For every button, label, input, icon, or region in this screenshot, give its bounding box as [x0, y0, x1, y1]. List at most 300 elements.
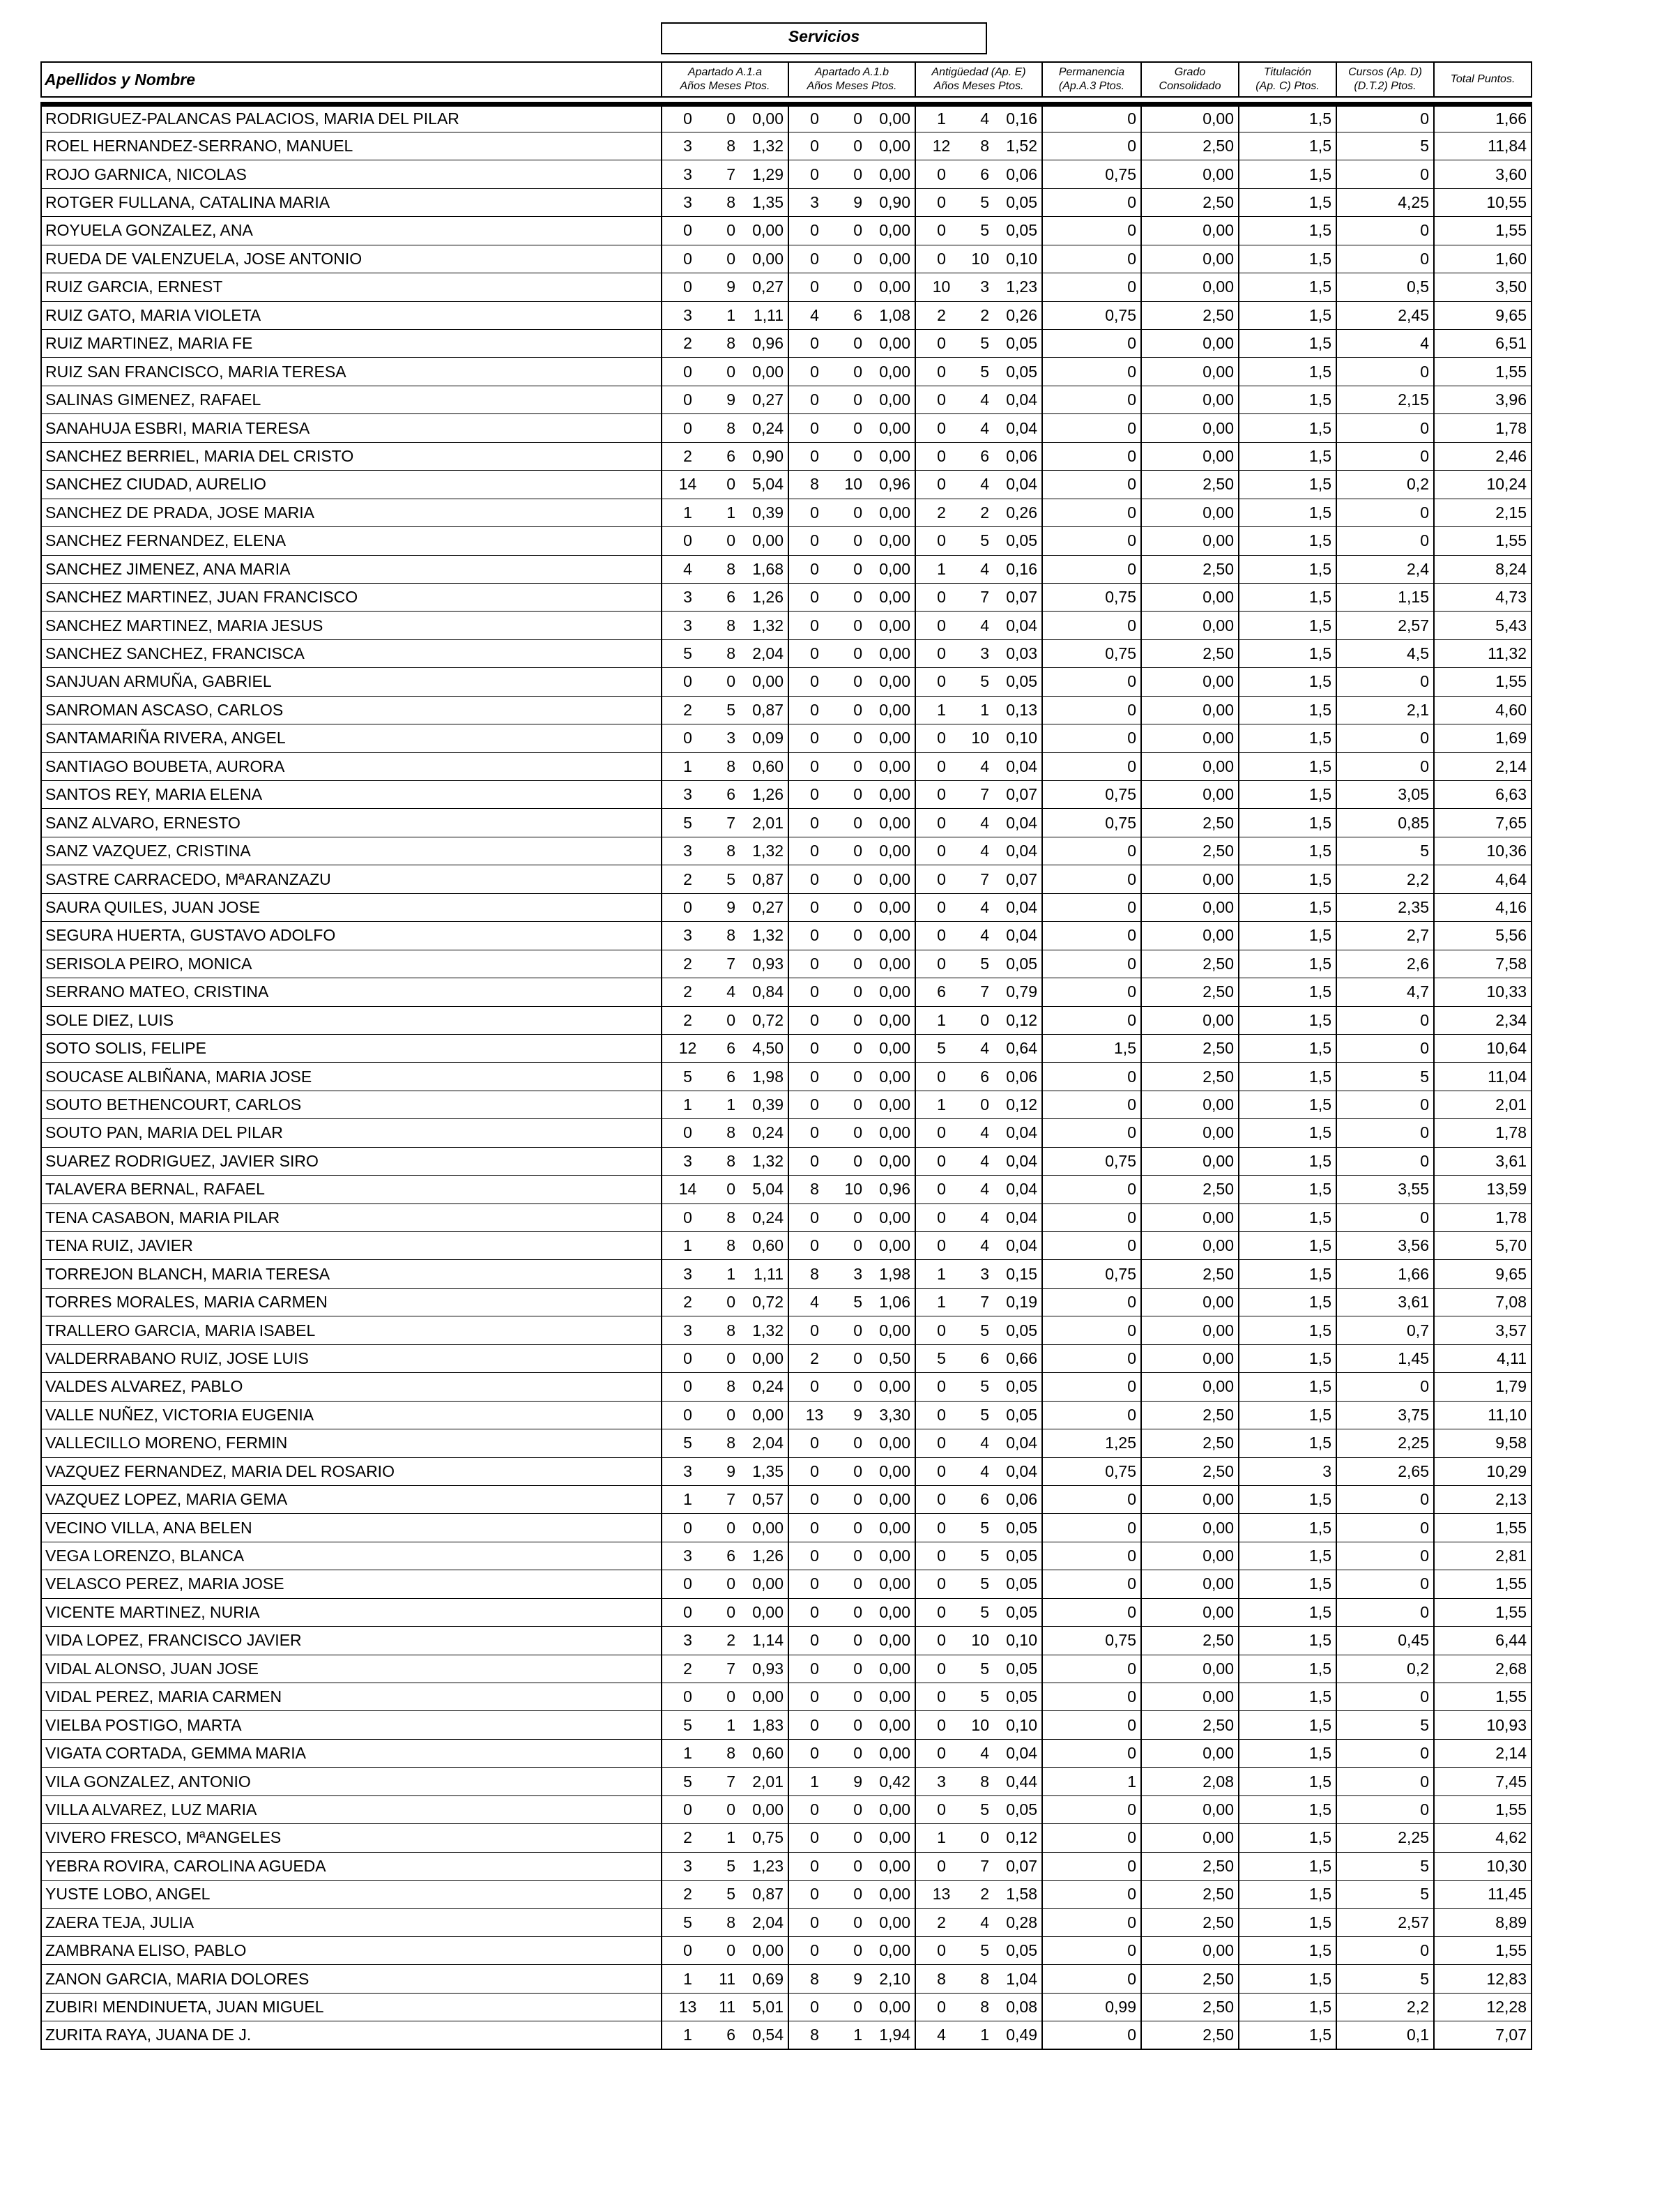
cell-antig-meses: 4 — [967, 922, 993, 950]
cell-a1a-ptos: 0,39 — [740, 1091, 788, 1118]
cell-antig-ptos: 0,05 — [993, 1373, 1042, 1401]
cell-antig-anos: 0 — [915, 752, 967, 780]
cell-a1b-ptos: 0,00 — [866, 1203, 915, 1231]
cell-total: 1,55 — [1434, 1514, 1532, 1542]
cell-grado: 0,00 — [1141, 1514, 1239, 1542]
cell-a1b-meses: 0 — [840, 527, 866, 555]
cell-a1a-anos: 0 — [662, 1514, 713, 1542]
cell-antig-ptos: 0,07 — [993, 865, 1042, 893]
cell-a1a-ptos: 0,00 — [740, 1344, 788, 1372]
cell-antig-meses: 4 — [967, 1232, 993, 1260]
cell-cursos: 0 — [1336, 245, 1434, 273]
column-header-titulacion — [1239, 62, 1336, 97]
cell-antig-anos: 0 — [915, 1429, 967, 1457]
cell-a1b-meses: 0 — [840, 555, 866, 583]
cell-name: SOLE DIEZ, LUIS — [41, 1006, 662, 1034]
cell-titulacion: 1,5 — [1239, 837, 1336, 865]
cell-a1a-anos: 1 — [662, 752, 713, 780]
cell-titulacion: 1,5 — [1239, 1852, 1336, 1880]
cell-a1b-ptos: 0,00 — [866, 1063, 915, 1091]
cell-antig-anos: 0 — [915, 386, 967, 413]
cell-antig-meses: 5 — [967, 950, 993, 978]
cell-antig-anos: 0 — [915, 583, 967, 611]
cell-antig-anos: 1 — [915, 1091, 967, 1118]
cell-a1b-anos: 0 — [788, 837, 840, 865]
cell-a1a-ptos: 0,60 — [740, 752, 788, 780]
cell-a1b-ptos: 0,00 — [866, 217, 915, 245]
cell-titulacion: 3 — [1239, 1457, 1336, 1485]
cell-a1b-meses: 0 — [840, 1542, 866, 1570]
cell-titulacion: 1,5 — [1239, 160, 1336, 188]
cell-cursos: 0 — [1336, 358, 1434, 386]
cell-cursos: 0 — [1336, 499, 1434, 526]
cell-a1a-meses: 0 — [713, 1401, 740, 1429]
table-row — [41, 1401, 1532, 1429]
cell-antig-ptos: 0,05 — [993, 1401, 1042, 1429]
cell-total: 2,68 — [1434, 1655, 1532, 1683]
cell-antig-ptos: 0,64 — [993, 1034, 1042, 1062]
cell-name: RODRIGUEZ-PALANCAS PALACIOS, MARIA DEL PILAR — [41, 104, 662, 132]
cell-a1a-anos: 3 — [662, 583, 713, 611]
cell-a1b-anos: 8 — [788, 1965, 840, 1993]
cell-a1a-meses: 7 — [713, 809, 740, 837]
cell-a1b-ptos: 0,00 — [866, 1655, 915, 1683]
cell-a1a-meses: 7 — [713, 1768, 740, 1795]
cell-name: VALLE NUÑEZ, VICTORIA EUGENIA — [41, 1401, 662, 1429]
cell-permanencia: 0 — [1042, 1908, 1141, 1936]
cell-cursos: 2,65 — [1336, 1457, 1434, 1485]
cell-cursos: 5 — [1336, 1063, 1434, 1091]
cell-a1b-ptos: 0,00 — [866, 922, 915, 950]
table-row — [41, 499, 1532, 526]
cell-titulacion: 1,5 — [1239, 1936, 1336, 1964]
cell-a1a-ptos: 0,00 — [740, 1514, 788, 1542]
cell-total: 3,57 — [1434, 1316, 1532, 1344]
cell-antig-ptos: 0,05 — [993, 668, 1042, 696]
cell-a1a-meses: 6 — [713, 442, 740, 470]
cell-total: 4,62 — [1434, 1824, 1532, 1852]
cell-total: 1,55 — [1434, 1795, 1532, 1823]
cell-permanencia: 0 — [1042, 950, 1141, 978]
cell-total: 1,55 — [1434, 358, 1532, 386]
cell-name: VIGATA CORTADA, GEMMA MARIA — [41, 1739, 662, 1767]
cell-antig-anos: 0 — [915, 781, 967, 809]
cell-antig-ptos: 0,26 — [993, 301, 1042, 329]
cell-titulacion: 1,5 — [1239, 555, 1336, 583]
cell-cursos: 0,7 — [1336, 1316, 1434, 1344]
cell-cursos: 0,45 — [1336, 1627, 1434, 1655]
cell-permanencia: 1,5 — [1042, 1034, 1141, 1062]
cell-cursos: 3,75 — [1336, 1401, 1434, 1429]
cell-titulacion: 1,5 — [1239, 893, 1336, 921]
cell-permanencia: 0 — [1042, 1598, 1141, 1626]
cell-antig-ptos: 0,04 — [993, 1457, 1042, 1485]
cell-cursos: 3,55 — [1336, 1176, 1434, 1203]
cell-grado: 0,00 — [1141, 442, 1239, 470]
table-row — [41, 668, 1532, 696]
cell-total: 11,84 — [1434, 132, 1532, 160]
column-header-sublabel: (Ap.A.3 Ptos. — [1058, 80, 1125, 92]
cell-a1a-ptos: 0,72 — [740, 1288, 788, 1316]
cell-antig-meses: 2 — [967, 1881, 993, 1908]
table-row — [41, 471, 1532, 499]
cell-antig-anos: 0 — [915, 1373, 967, 1401]
cell-antig-meses: 0 — [967, 1824, 993, 1852]
cell-antig-meses: 5 — [967, 1401, 993, 1429]
cell-titulacion: 1,5 — [1239, 1006, 1336, 1034]
cell-grado: 0,00 — [1141, 1373, 1239, 1401]
cell-antig-anos: 1 — [915, 1288, 967, 1316]
cell-total: 1,60 — [1434, 245, 1532, 273]
cell-total: 2,46 — [1434, 442, 1532, 470]
cell-a1b-anos: 2 — [788, 1344, 840, 1372]
cell-a1b-anos: 0 — [788, 1683, 840, 1711]
cell-cursos: 0 — [1336, 1119, 1434, 1147]
cell-permanencia: 0 — [1042, 499, 1141, 526]
cell-a1a-anos: 2 — [662, 1881, 713, 1908]
cell-permanencia: 0 — [1042, 1091, 1141, 1118]
cell-a1b-ptos: 0,90 — [866, 188, 915, 216]
cell-a1b-meses: 0 — [840, 1091, 866, 1118]
cell-antig-ptos: 0,16 — [993, 104, 1042, 132]
cell-antig-ptos: 0,10 — [993, 1627, 1042, 1655]
cell-cursos: 0 — [1336, 1006, 1434, 1034]
cell-a1b-anos: 0 — [788, 160, 840, 188]
cell-permanencia: 0 — [1042, 724, 1141, 752]
cell-a1a-anos: 12 — [662, 1034, 713, 1062]
cell-a1b-meses: 0 — [840, 1852, 866, 1880]
cell-antig-meses: 4 — [967, 555, 993, 583]
cell-grado: 0,00 — [1141, 160, 1239, 188]
cell-grado: 2,50 — [1141, 809, 1239, 837]
cell-antig-ptos: 0,04 — [993, 893, 1042, 921]
cell-a1a-anos: 0 — [662, 1570, 713, 1598]
cell-titulacion: 1,5 — [1239, 1655, 1336, 1683]
cell-titulacion: 1,5 — [1239, 865, 1336, 893]
cell-cursos: 5 — [1336, 1852, 1434, 1880]
cell-grado: 0,00 — [1141, 1598, 1239, 1626]
cell-total: 10,24 — [1434, 471, 1532, 499]
table-body — [41, 104, 1532, 2049]
cell-antig-meses: 10 — [967, 1627, 993, 1655]
cell-a1a-anos: 0 — [662, 1373, 713, 1401]
cell-antig-ptos: 0,05 — [993, 358, 1042, 386]
cell-grado: 2,50 — [1141, 1993, 1239, 2021]
table-row — [41, 1373, 1532, 1401]
cell-a1a-ptos: 0,00 — [740, 527, 788, 555]
cell-a1b-ptos: 0,00 — [866, 752, 915, 780]
cell-titulacion: 1,5 — [1239, 1316, 1336, 1344]
cell-name: VELASCO PEREZ, MARIA JOSE — [41, 1570, 662, 1598]
table-row — [41, 1881, 1532, 1908]
cell-titulacion: 1,5 — [1239, 950, 1336, 978]
cell-a1a-ptos: 0,00 — [740, 1795, 788, 1823]
cell-titulacion: 1,5 — [1239, 1683, 1336, 1711]
cell-name: SAURA QUILES, JUAN JOSE — [41, 893, 662, 921]
cell-titulacion: 1,5 — [1239, 1063, 1336, 1091]
cell-antig-ptos: 1,52 — [993, 132, 1042, 160]
cell-a1b-meses: 0 — [840, 1570, 866, 1598]
cell-antig-anos: 0 — [915, 1852, 967, 1880]
cell-a1a-ptos: 0,87 — [740, 1881, 788, 1908]
cell-a1b-ptos: 0,00 — [866, 442, 915, 470]
cell-a1a-ptos: 1,32 — [740, 612, 788, 639]
cell-a1a-anos: 3 — [662, 1147, 713, 1175]
cell-permanencia: 0 — [1042, 1232, 1141, 1260]
cell-a1b-anos: 0 — [788, 386, 840, 413]
cell-antig-ptos: 0,19 — [993, 1288, 1042, 1316]
cell-name: VAZQUEZ LOPEZ, MARIA GEMA — [41, 1485, 662, 1513]
cell-permanencia: 0 — [1042, 1824, 1141, 1852]
cell-permanencia: 0 — [1042, 132, 1141, 160]
cell-permanencia: 0 — [1042, 358, 1141, 386]
cell-permanencia: 0 — [1042, 893, 1141, 921]
cell-total: 10,93 — [1434, 1711, 1532, 1739]
cell-a1a-anos: 2 — [662, 950, 713, 978]
cell-a1a-ptos: 0,72 — [740, 1006, 788, 1034]
cell-cursos: 0 — [1336, 104, 1434, 132]
cell-a1b-anos: 0 — [788, 1627, 840, 1655]
cell-antig-ptos: 0,04 — [993, 922, 1042, 950]
cell-grado: 2,50 — [1141, 301, 1239, 329]
cell-a1a-anos: 2 — [662, 442, 713, 470]
cell-a1b-anos: 0 — [788, 104, 840, 132]
cell-name: SANCHEZ MARTINEZ, MARIA JESUS — [41, 612, 662, 639]
cell-a1b-anos: 0 — [788, 724, 840, 752]
cell-cursos: 2,57 — [1336, 1908, 1434, 1936]
cell-cursos: 2,45 — [1336, 301, 1434, 329]
table-row — [41, 1457, 1532, 1485]
cell-a1a-ptos: 0,24 — [740, 1119, 788, 1147]
table-row — [41, 1147, 1532, 1175]
cell-a1a-meses: 8 — [713, 1203, 740, 1231]
cell-total: 10,30 — [1434, 1852, 1532, 1880]
cell-grado: 0,00 — [1141, 922, 1239, 950]
cell-permanencia: 0 — [1042, 1063, 1141, 1091]
cell-permanencia: 0 — [1042, 1119, 1141, 1147]
cell-a1a-ptos: 0,00 — [740, 1598, 788, 1626]
cell-antig-anos: 0 — [915, 1063, 967, 1091]
table-row — [41, 1852, 1532, 1880]
cell-grado: 2,50 — [1141, 1176, 1239, 1203]
cell-a1a-anos: 0 — [662, 358, 713, 386]
table-row — [41, 1683, 1532, 1711]
cell-antig-ptos: 0,06 — [993, 1485, 1042, 1513]
cell-name: SANCHEZ BERRIEL, MARIA DEL CRISTO — [41, 442, 662, 470]
cell-permanencia: 0 — [1042, 668, 1141, 696]
cell-grado: 0,00 — [1141, 499, 1239, 526]
cell-titulacion: 1,5 — [1239, 781, 1336, 809]
cell-a1a-meses: 0 — [713, 1514, 740, 1542]
cell-a1b-anos: 0 — [788, 1881, 840, 1908]
cell-permanencia: 0,75 — [1042, 583, 1141, 611]
cell-total: 9,65 — [1434, 301, 1532, 329]
cell-a1b-ptos: 0,96 — [866, 1176, 915, 1203]
table-row — [41, 1627, 1532, 1655]
cell-a1a-ptos: 2,01 — [740, 809, 788, 837]
cell-antig-anos: 0 — [915, 1993, 967, 2021]
cell-name: SANTAMARIÑA RIVERA, ANGEL — [41, 724, 662, 752]
cell-grado: 0,00 — [1141, 1739, 1239, 1767]
cell-name: VALDES ALVAREZ, PABLO — [41, 1373, 662, 1401]
cell-permanencia: 0 — [1042, 1655, 1141, 1683]
cell-antig-anos: 3 — [915, 1768, 967, 1795]
cell-a1b-anos: 0 — [788, 1936, 840, 1964]
cell-a1a-meses: 0 — [713, 1288, 740, 1316]
cell-total: 1,79 — [1434, 1373, 1532, 1401]
cell-a1a-ptos: 0,00 — [740, 668, 788, 696]
cell-antig-anos: 0 — [915, 1795, 967, 1823]
cell-a1b-meses: 0 — [840, 1655, 866, 1683]
cell-grado: 0,00 — [1141, 273, 1239, 301]
cell-a1a-ptos: 1,32 — [740, 1316, 788, 1344]
cell-total: 6,51 — [1434, 330, 1532, 358]
cell-total: 2,15 — [1434, 499, 1532, 526]
cell-permanencia: 0 — [1042, 696, 1141, 724]
cell-name: SANCHEZ FERNANDEZ, ELENA — [41, 527, 662, 555]
cell-a1a-anos: 3 — [662, 837, 713, 865]
cell-a1a-anos: 0 — [662, 1344, 713, 1372]
cell-a1b-meses: 0 — [840, 1881, 866, 1908]
cell-cursos: 2,6 — [1336, 950, 1434, 978]
cell-antig-anos: 0 — [915, 442, 967, 470]
cell-cursos: 0 — [1336, 1485, 1434, 1513]
cell-a1b-meses: 0 — [840, 752, 866, 780]
cell-name: VAZQUEZ FERNANDEZ, MARIA DEL ROSARIO — [41, 1457, 662, 1485]
cell-a1b-meses: 0 — [840, 639, 866, 667]
table-row — [41, 330, 1532, 358]
cell-a1b-anos: 0 — [788, 245, 840, 273]
column-header-apartado-a1a — [662, 62, 788, 97]
cell-a1a-meses: 11 — [713, 1965, 740, 1993]
cell-name: VILA GONZALEZ, ANTONIO — [41, 1768, 662, 1795]
cell-grado: 0,00 — [1141, 104, 1239, 132]
cell-titulacion: 1,5 — [1239, 132, 1336, 160]
cell-antig-meses: 7 — [967, 865, 993, 893]
cell-a1b-meses: 5 — [840, 1288, 866, 1316]
cell-a1b-ptos: 0,00 — [866, 414, 915, 442]
cell-antig-ptos: 0,07 — [993, 781, 1042, 809]
cell-cursos: 4,25 — [1336, 188, 1434, 216]
cell-a1a-ptos: 0,24 — [740, 1373, 788, 1401]
cell-a1b-ptos: 0,00 — [866, 1147, 915, 1175]
cell-name: VEGA LORENZO, BLANCA — [41, 1542, 662, 1570]
servicios-header: Servicios — [661, 22, 987, 54]
cell-permanencia: 0,75 — [1042, 301, 1141, 329]
cell-a1a-meses: 0 — [713, 668, 740, 696]
cell-a1a-anos: 0 — [662, 668, 713, 696]
cell-a1b-meses: 0 — [840, 1739, 866, 1767]
cell-permanencia: 0 — [1042, 1965, 1141, 1993]
cell-a1a-anos: 0 — [662, 217, 713, 245]
cell-permanencia: 0 — [1042, 922, 1141, 950]
cell-a1a-meses: 11 — [713, 1993, 740, 2021]
cell-grado: 2,50 — [1141, 555, 1239, 583]
table-row — [41, 1655, 1532, 1683]
cell-permanencia: 0 — [1042, 1683, 1141, 1711]
column-header-label: Cursos (Ap. D) — [1348, 66, 1422, 78]
cell-name: VALDERRABANO RUIZ, JOSE LUIS — [41, 1344, 662, 1372]
cell-grado: 2,50 — [1141, 1908, 1239, 1936]
table-row — [41, 1768, 1532, 1795]
cell-name: TORRES MORALES, MARIA CARMEN — [41, 1288, 662, 1316]
cell-a1b-anos: 0 — [788, 639, 840, 667]
cell-a1b-anos: 4 — [788, 301, 840, 329]
cell-a1b-meses: 0 — [840, 865, 866, 893]
cell-a1a-ptos: 1,35 — [740, 1457, 788, 1485]
cell-antig-meses: 4 — [967, 893, 993, 921]
cell-a1a-ptos: 1,83 — [740, 1711, 788, 1739]
cell-a1b-anos: 0 — [788, 1993, 840, 2021]
cell-cursos: 0,2 — [1336, 1655, 1434, 1683]
cell-titulacion: 1,5 — [1239, 752, 1336, 780]
cell-a1a-meses: 8 — [713, 639, 740, 667]
cell-permanencia: 0 — [1042, 1401, 1141, 1429]
cell-total: 3,50 — [1434, 273, 1532, 301]
cell-grado: 2,50 — [1141, 1457, 1239, 1485]
cell-a1a-ptos: 1,98 — [740, 1063, 788, 1091]
cell-a1b-meses: 0 — [840, 1711, 866, 1739]
column-header-sublabel: (Ap. C) Ptos. — [1255, 80, 1320, 92]
table-row — [41, 1176, 1532, 1203]
cell-a1a-ptos: 0,87 — [740, 696, 788, 724]
cell-antig-meses: 6 — [967, 442, 993, 470]
cell-antig-ptos: 0,05 — [993, 1936, 1042, 1964]
cell-name: TENA RUIZ, JAVIER — [41, 1232, 662, 1260]
cell-a1a-anos: 3 — [662, 160, 713, 188]
cell-a1a-anos: 2 — [662, 1824, 713, 1852]
table-row — [41, 273, 1532, 301]
cell-a1b-ptos: 0,00 — [866, 104, 915, 132]
cell-cursos: 2,25 — [1336, 1429, 1434, 1457]
cell-a1a-anos: 0 — [662, 1401, 713, 1429]
cell-a1a-anos: 3 — [662, 301, 713, 329]
cell-name: SANZ ALVARO, ERNESTO — [41, 809, 662, 837]
table-row — [41, 1824, 1532, 1852]
cell-a1a-ptos: 0,60 — [740, 1232, 788, 1260]
cell-cursos: 0 — [1336, 1147, 1434, 1175]
cell-antig-anos: 0 — [915, 612, 967, 639]
cell-antig-meses: 4 — [967, 752, 993, 780]
cell-a1b-ptos: 0,50 — [866, 1344, 915, 1372]
cell-a1b-ptos: 2,10 — [866, 1965, 915, 1993]
cell-titulacion: 1,5 — [1239, 1232, 1336, 1260]
cell-total: 12,83 — [1434, 1965, 1532, 1993]
cell-name: SOUTO BETHENCOURT, CARLOS — [41, 1091, 662, 1118]
cell-antig-meses: 4 — [967, 104, 993, 132]
cell-titulacion: 1,5 — [1239, 1598, 1336, 1626]
cell-permanencia: 0 — [1042, 414, 1141, 442]
cell-name: SUAREZ RODRIGUEZ, JAVIER SIRO — [41, 1147, 662, 1175]
cell-a1a-meses: 6 — [713, 1063, 740, 1091]
cell-antig-meses: 5 — [967, 330, 993, 358]
cell-a1b-meses: 9 — [840, 1401, 866, 1429]
cell-total: 10,29 — [1434, 1457, 1532, 1485]
cell-antig-meses: 7 — [967, 781, 993, 809]
cell-antig-anos: 0 — [915, 217, 967, 245]
cell-titulacion: 1,5 — [1239, 273, 1336, 301]
table-row — [41, 1316, 1532, 1344]
cell-antig-ptos: 0,10 — [993, 724, 1042, 752]
cell-titulacion: 1,5 — [1239, 1739, 1336, 1767]
cell-a1a-meses: 9 — [713, 273, 740, 301]
cell-titulacion: 1,5 — [1239, 1795, 1336, 1823]
cell-cursos: 2,25 — [1336, 1824, 1434, 1852]
cell-antig-anos: 5 — [915, 1034, 967, 1062]
cell-a1a-anos: 0 — [662, 414, 713, 442]
cell-a1b-anos: 0 — [788, 1091, 840, 1118]
cell-antig-ptos: 0,05 — [993, 1683, 1042, 1711]
